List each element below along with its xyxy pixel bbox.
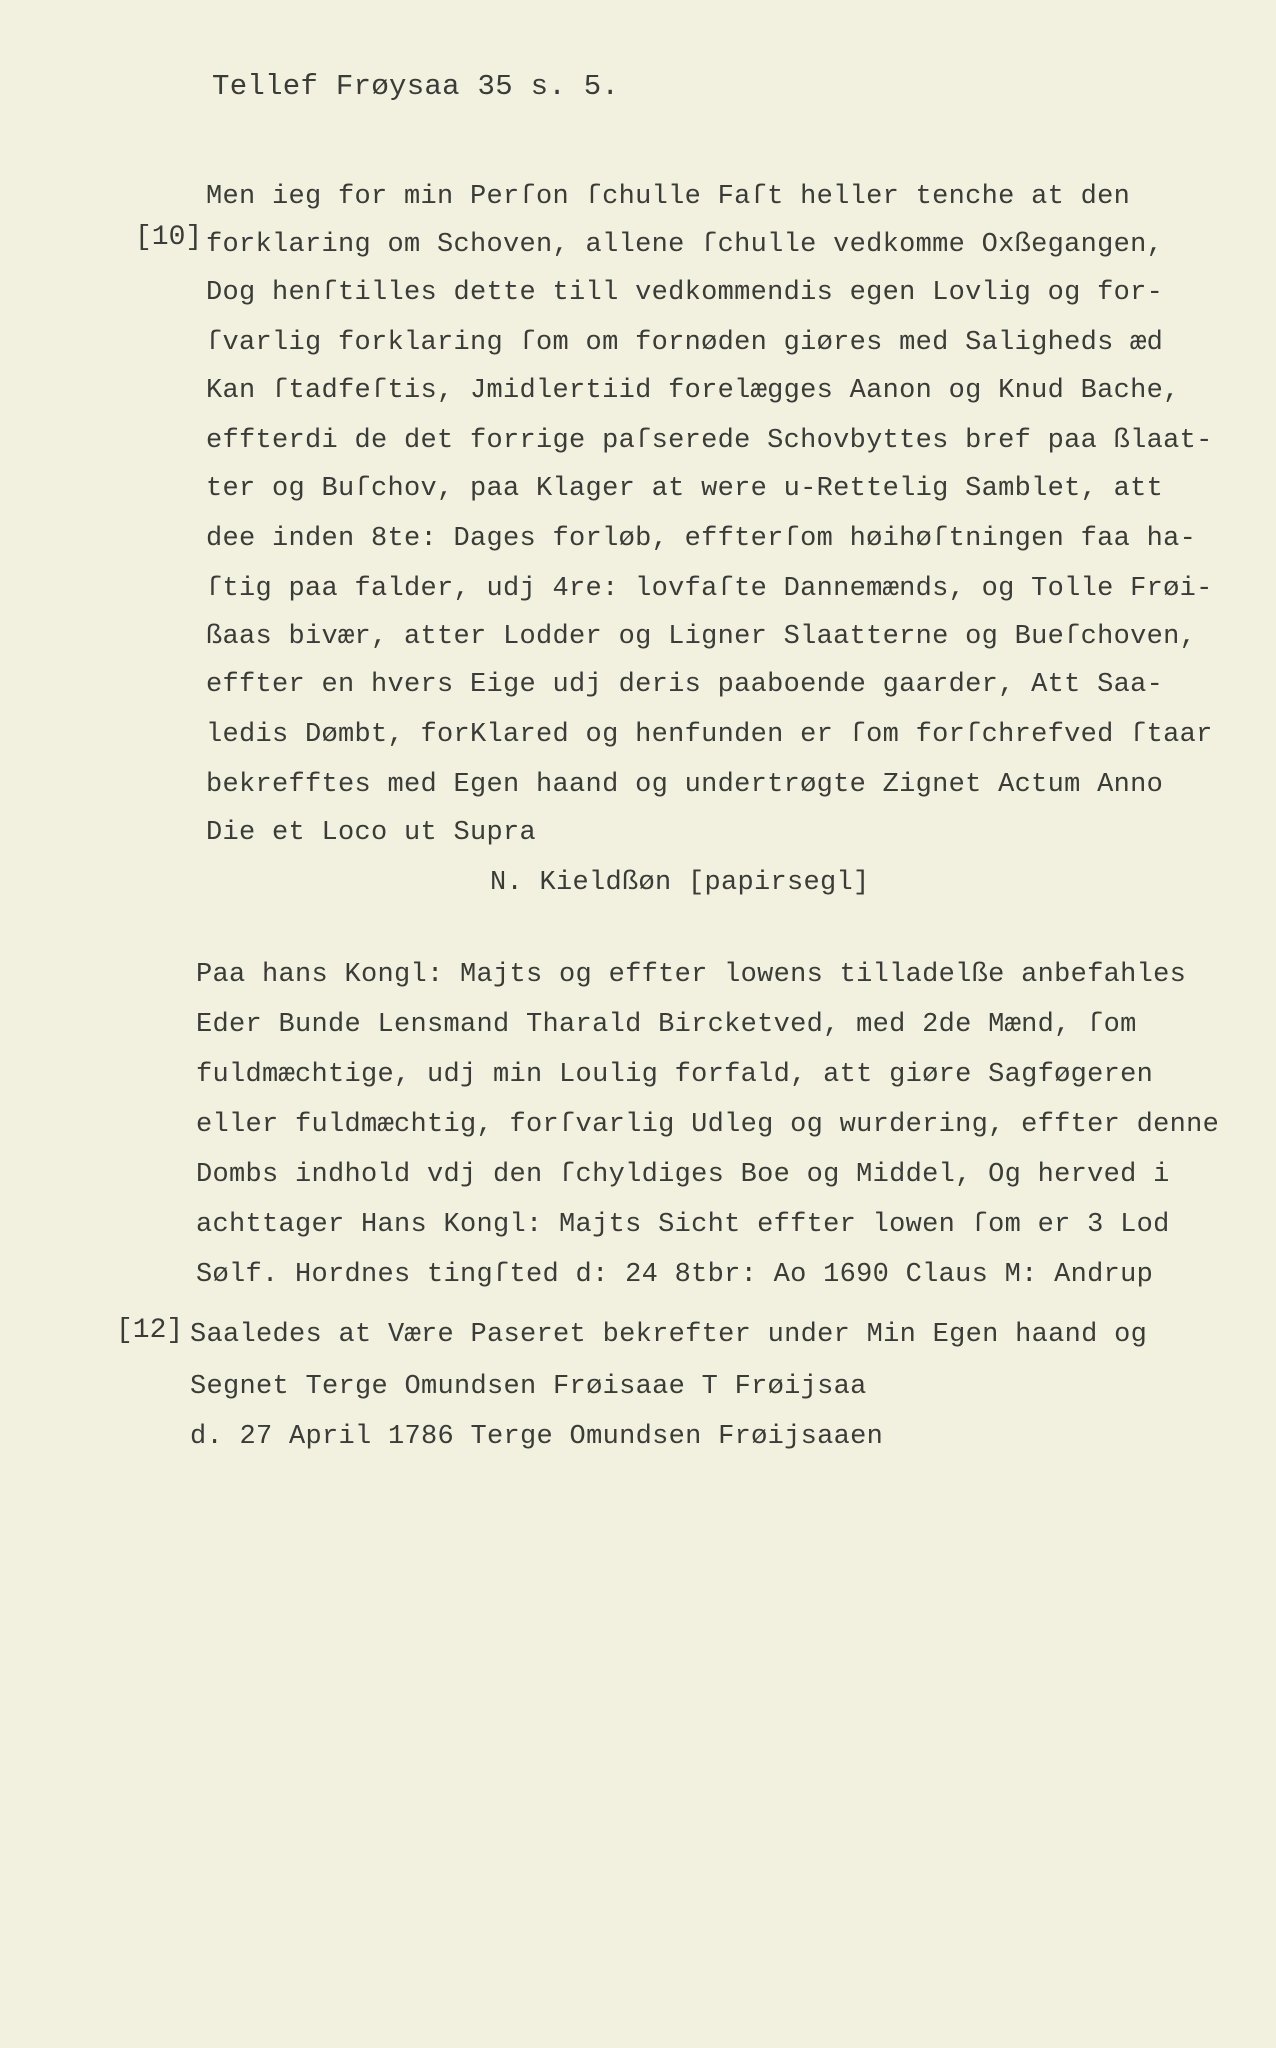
text-line: ßaas bivær, atter Lodder og Ligner Slaatterne og Bueſchoven, — [206, 622, 1197, 652]
page-header: Tellef Frøysaa 35 s. 5. — [212, 70, 620, 103]
text-line: Kan ſtadfeſtis, Jmidlertiid forelægges Aanon og Knud Bache, — [206, 376, 1180, 406]
text-line: effterdi de det forrige paſserede Schovbyttes bref paa ßlaat- — [206, 426, 1213, 456]
text-line: eller fuldmæchtig, forſvarlig Udleg og wurdering, effter denne — [196, 1110, 1220, 1140]
text-line: ſvarlig forklaring ſom om fornøden giøres med Saligheds æd — [206, 328, 1164, 358]
margin-marker-10: [10] — [135, 222, 203, 253]
text-line: effter en hvers Eige udj deris paaboende gaarder, Att Saa- — [206, 670, 1164, 700]
signature-kieldbon: N. Kieldßøn [papirsegl] — [490, 868, 870, 898]
text-line: Dog henſtilles dette till vedkommendis egen Lovlig og for- — [206, 278, 1164, 308]
text-line: Eder Bunde Lensmand Tharald Bircketved, med 2de Mænd, ſom — [196, 1010, 1137, 1040]
text-line: dee inden 8te: Dages forløb, effterſom høihøſtningen faa ha- — [206, 524, 1197, 554]
text-line: achttager Hans Kongl: Majts Sicht effter lowen ſom er 3 Lod — [196, 1210, 1170, 1240]
margin-marker-12: [12] — [116, 1315, 184, 1346]
text-line: Dombs indhold vdj den ſchyldiges Boe og Middel, Og herved i — [196, 1160, 1170, 1190]
text-line: Men ieg for min Perſon ſchulle Faſt heller tenche at den — [206, 182, 1131, 212]
text-line: fuldmæchtige, udj min Loulig forfald, att giøre Sagføgeren — [196, 1060, 1154, 1090]
text-line: Saaledes at Være Paseret bekrefter under Min Egen haand og — [190, 1320, 1148, 1350]
text-line: bekrefftes med Egen haand og undertrøgte Zignet Actum Anno — [206, 770, 1164, 800]
text-line: Sølf. Hordnes tingſted d: 24 8tbr: Ao 1690 Claus M: Andrup — [196, 1260, 1154, 1290]
text-line: Paa hans Kongl: Majts og effter lowens tilladelße anbefahles — [196, 960, 1187, 990]
text-line: ledis Dømbt, forKlared og henfunden er ſom forſchrefved ſtaar — [206, 720, 1213, 750]
text-line: Die et Loco ut Supra — [206, 818, 537, 848]
text-line: ſtig paa falder, udj 4re: lovfaſte Dannemænds, og Tolle Frøi- — [206, 574, 1213, 604]
text-line: Segnet Terge Omundsen Frøisaae T Frøijsaa — [190, 1372, 867, 1402]
text-line: ter og Buſchov, paa Klager at were u-Rettelig Samblet, att — [206, 474, 1164, 504]
text-line: d. 27 April 1786 Terge Omundsen Frøijsaaen — [190, 1422, 884, 1452]
text-line: forklaring om Schoven, allene ſchulle vedkomme Oxßegangen, — [206, 230, 1164, 260]
